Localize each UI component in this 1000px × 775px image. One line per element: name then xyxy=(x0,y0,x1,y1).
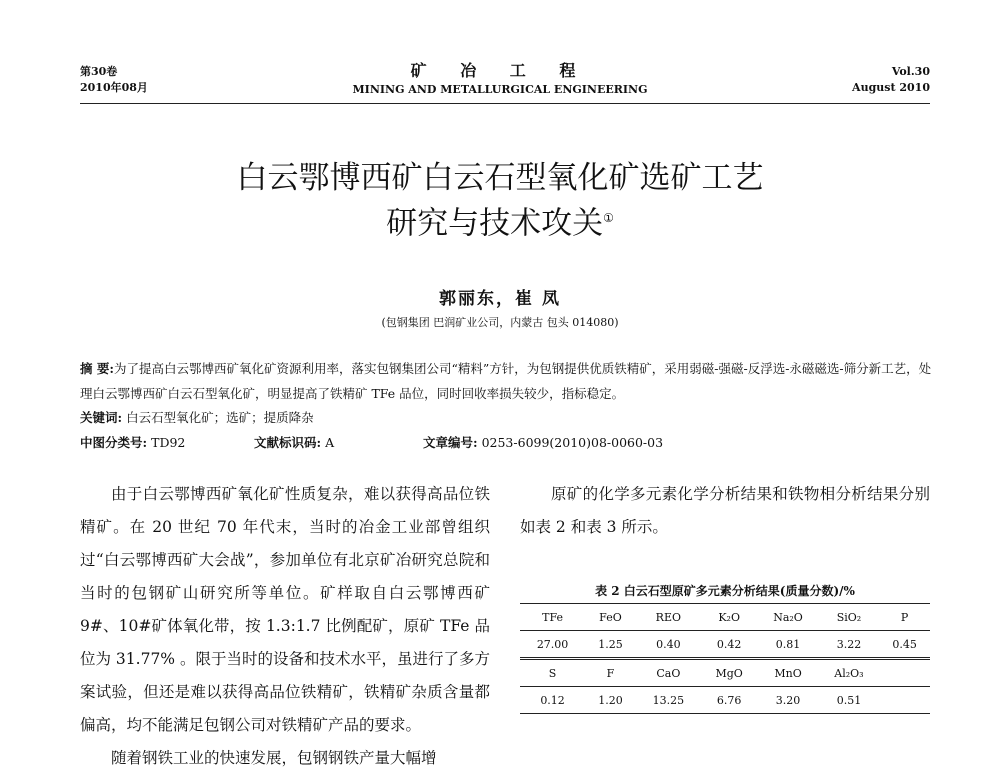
table-cell: TFe xyxy=(520,604,585,631)
header-right xyxy=(852,64,930,96)
title-line-2: 研究与技术攻关 xyxy=(386,205,604,242)
table-cell: FeO xyxy=(585,604,636,631)
table-cell xyxy=(879,659,930,687)
keywords-text: 白云石型氧化矿；选矿；提质降杂 xyxy=(126,410,314,425)
abstract-text: 为了提高白云鄂博西矿氧化矿资源利用率，落实包钢集团公司“精料”方针，为包钢提供优质铁精矿，采用弱磁-强磁-反浮选-永磁磁选-筛分新工艺，处理白云鄂博西矿白云石型氧化矿，明显提高了铁精矿 TFe 品位，同时回收率损失较少，指标稳定。 xyxy=(80,361,932,401)
table-header-row xyxy=(520,659,930,687)
table-cell xyxy=(879,687,930,714)
table-header-row xyxy=(520,604,930,631)
table-cell: 0.81 xyxy=(757,631,818,659)
table-cell: 0.42 xyxy=(701,631,758,659)
body-left-column xyxy=(80,478,490,775)
table-cell: 0.45 xyxy=(879,631,930,659)
table-cell: MgO xyxy=(701,659,758,687)
body-paragraph: 原矿的化学多元素化学分析结果和铁物相分析结果分别如表 2 和表 3 所示。 xyxy=(520,485,930,536)
table-cell: 27.00 xyxy=(520,631,585,659)
abstract-block xyxy=(80,357,940,455)
table-cell: REO xyxy=(636,604,701,631)
abstract-label: 摘 要: xyxy=(80,361,114,376)
authors: 郭丽东，崔 凤 xyxy=(439,289,561,309)
table-cell: 3.22 xyxy=(819,631,880,659)
header-rule xyxy=(80,103,930,104)
paper-title xyxy=(0,158,1000,243)
classification-value: TD92 xyxy=(151,434,186,450)
article-no-value: 0253-6099(2010)08-0060-03 xyxy=(481,434,664,450)
table-caption: 表 2 白云石型原矿多元素分析结果(质量分数)/% xyxy=(595,584,855,598)
table-cell: 3.20 xyxy=(757,687,818,714)
doc-code-label: 文献标识码: xyxy=(253,434,322,450)
date-cn: 2010年08月 xyxy=(80,81,148,94)
table-cell: P xyxy=(879,604,930,631)
table-cell: MnO xyxy=(757,659,818,687)
volume-en: Vol.30 xyxy=(891,65,930,78)
table-cell: 13.25 xyxy=(636,687,701,714)
date-en: August 2010 xyxy=(852,81,930,94)
table-cell: Al₂O₃ xyxy=(819,659,880,687)
body-paragraph: 随着钢铁工业的快速发展，包钢钢铁产量大幅增 xyxy=(111,749,437,767)
table-cell: 6.76 xyxy=(701,687,758,714)
journal-name-en: MINING AND METALLURGICAL ENGINEERING xyxy=(352,83,648,96)
affiliation: (包钢集团 巴润矿业公司，内蒙古 包头 014080) xyxy=(381,316,619,329)
header-left xyxy=(80,64,148,96)
table-cell: SiO₂ xyxy=(819,604,880,631)
table-cell: S xyxy=(520,659,585,687)
footnote-mark: ① xyxy=(603,211,614,225)
journal-name-cn: 矿 冶 工 程 xyxy=(410,61,590,80)
table-cell: 0.40 xyxy=(636,631,701,659)
header-center xyxy=(300,60,700,98)
table-cell: CaO xyxy=(636,659,701,687)
table-cell: 0.12 xyxy=(520,687,585,714)
title-line-1: 白云鄂博西矿白云石型氧化矿选矿工艺 xyxy=(236,160,764,196)
table-cell: F xyxy=(585,659,636,687)
doc-code-value: A xyxy=(325,434,335,450)
keywords-label: 关键词: xyxy=(80,410,123,425)
element-analysis-table xyxy=(520,603,930,714)
volume-cn: 第30卷 xyxy=(80,65,118,78)
table-cell: 1.25 xyxy=(585,631,636,659)
table-row xyxy=(520,631,930,659)
classification-label: 中图分类号: xyxy=(80,434,148,450)
body-paragraph: 由于白云鄂博西矿氧化矿性质复杂，难以获得高品位铁精矿。在 20 世纪 70 年代末，当时的冶金工业部曾组织过“白云鄂博西矿大会战”，参加单位有北京矿冶研究总院和当时的包钢矿山研究所等单位。矿样取自白云鄂博西矿 9#、10#矿体氧化带，按 1.3:1.7 比例配矿，原矿 TFe 品位为 31.77% 。限于当时的设备和技术水平，虽进行了多方案试验，但还是难以获得高品位铁精矿，铁精矿杂质含量都偏高，均不能满足包钢公司对铁精矿产品的要求。 xyxy=(80,485,490,734)
table-cell: 0.51 xyxy=(819,687,880,714)
article-no-label: 文章编号: xyxy=(422,434,478,450)
body-right-column xyxy=(520,478,930,544)
table-row xyxy=(520,687,930,714)
table-cell: K₂O xyxy=(701,604,758,631)
table-cell: 1.20 xyxy=(585,687,636,714)
table-cell: Na₂O xyxy=(757,604,818,631)
